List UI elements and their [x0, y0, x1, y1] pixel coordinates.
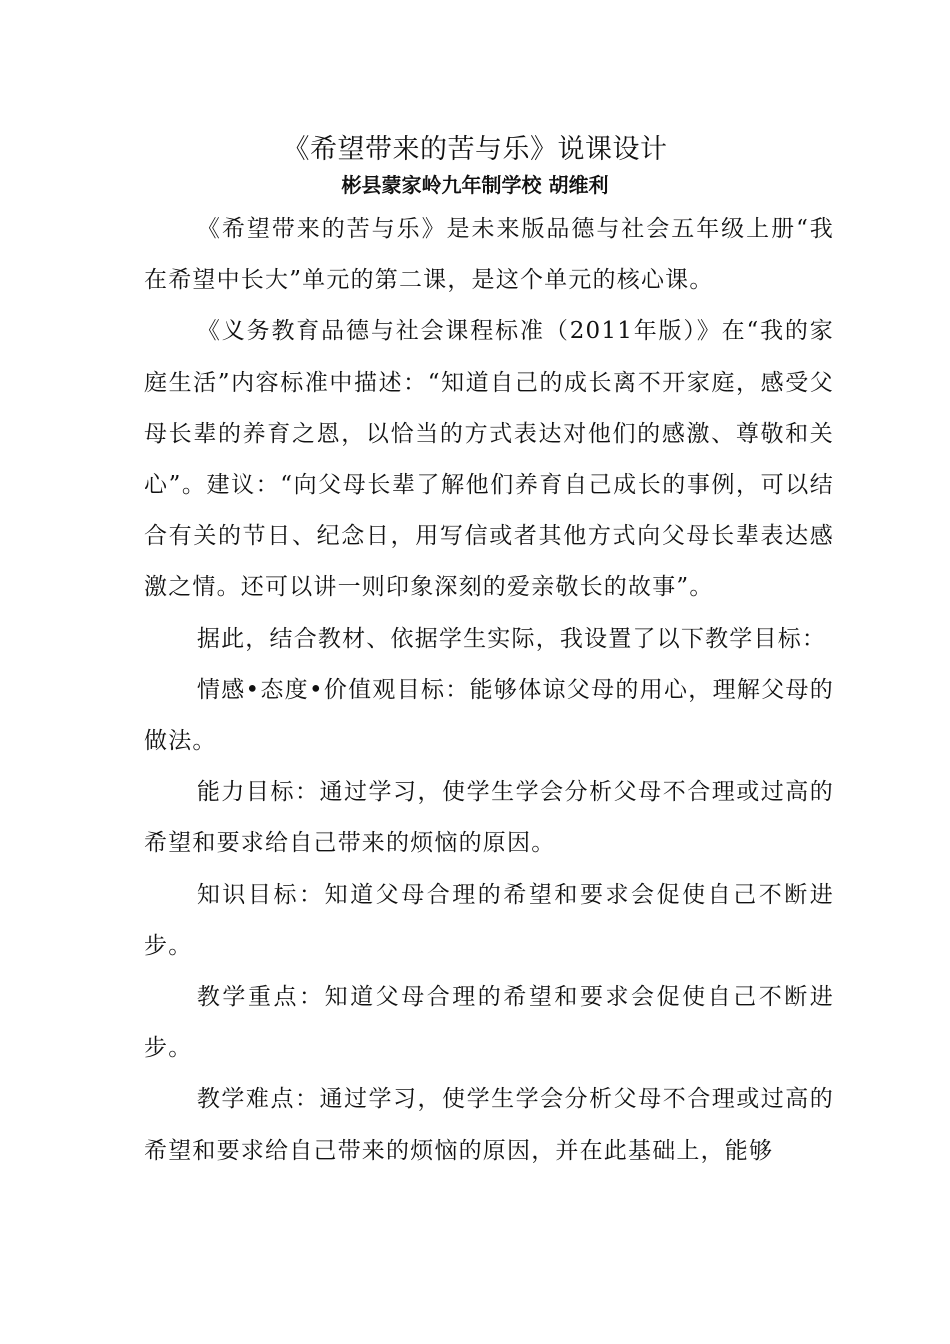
paragraph-teaching-difficulty: 教学难点：通过学习，使学生学会分析父母不合理或过高的希望和要求给自己带来的烦恼的原因，并在此基础上，能够 — [144, 1086, 834, 1164]
author-line: 彬县蒙家岭九年制学校 胡维利 — [341, 173, 609, 197]
paragraph-ability-objective: 能力目标：通过学习，使学生学会分析父母不合理或过高的希望和要求给自己带来的烦恼的原因。 — [144, 779, 834, 857]
document-body — [144, 204, 834, 1177]
paragraph-teaching-focus: 教学重点：知道父母合理的希望和要求会促使自己不断进步。 — [144, 984, 834, 1062]
paragraph-curriculum-standard: 《义务教育品德与社会课程标准（2011年版）》在“我的家庭生活”内容标准中描述：“知道自己的成长离不开家庭，感受父母长辈的养育之恩，以恰当的方式表达对他们的感激、尊敬和关心”。建议：“向父母长辈了解他们养育自己成长的事例，可以结合有关的节日、纪念日，用写信或者其他方式向父母长辈表达感激之情。还可以讲一则印象深刻的爱亲敬长的故事”。 — [144, 318, 834, 601]
paragraph-intro: 《希望带来的苦与乐》是未来版品德与社会五年级上册“我在希望中长大”单元的第二课，是这个单元的核心课。 — [144, 216, 834, 294]
document-title: 《希望带来的苦与乐》说课设计 — [282, 134, 668, 165]
paragraph-objectives-lead: 据此，结合教材、依据学生实际，我设置了以下教学目标： — [196, 625, 827, 652]
paragraph-knowledge-objective: 知识目标：知道父母合理的希望和要求会促使自己不断进步。 — [144, 881, 834, 959]
paragraph-emotion-objective: 情感•态度•价值观目标：能够体谅父母的用心，理解父母的做法。 — [144, 676, 834, 755]
